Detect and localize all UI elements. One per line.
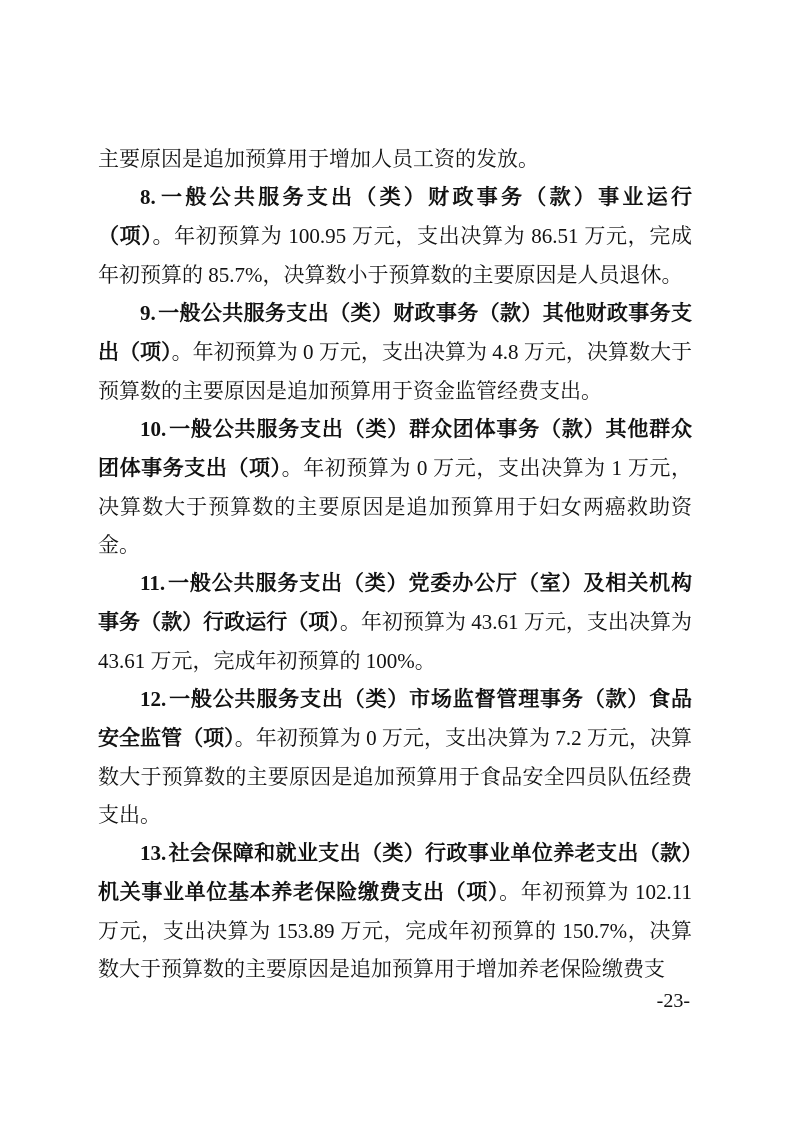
- document-body: [98, 140, 692, 988]
- paragraph-item-8: [98, 178, 692, 294]
- paragraph-item-9: [98, 294, 692, 410]
- paragraph-continuation: [98, 140, 692, 178]
- item-10-number: 10.: [140, 417, 167, 441]
- paragraph-item-11: [98, 564, 692, 680]
- item-13-body: 。年初预算为 102.11 万元，支出决算为 153.89 万元，完成年初预算的 150.7%，决算数大于预算数的主要原因是追加预算用于增加养老保险缴费支: [98, 880, 692, 981]
- item-9-heading: 一般公共服务支出（类）财政事务（款）其他财政事务支出（项）: [98, 302, 692, 364]
- item-12-body: 。年初预算为 0 万元，支出决算为 7.2 万元，决算数大于预算数的主要原因是追加预算用于食品安全四员队伍经费支出。: [98, 726, 693, 827]
- item-10-heading: 一般公共服务支出（类）群众团体事务（款）其他群众团体事务支出（项）: [98, 418, 692, 480]
- item-11-number: 11.: [140, 571, 166, 595]
- item-9-number: 9.: [140, 301, 156, 325]
- item-8-heading: 一般公共服务支出（类）财政事务（款）事业运行（项）: [98, 186, 692, 248]
- page-number: -23-: [656, 990, 690, 1012]
- item-12-heading: 一般公共服务支出（类）市场监督管理事务（款）食品安全监管（项）: [98, 688, 692, 750]
- item-8-body: 。年初预算为 100.95 万元，支出决算为 86.51 万元，完成年初预算的 85.7%，决算数小于预算数的主要原因是人员退休。: [98, 224, 693, 287]
- item-13-number: 13.: [140, 841, 167, 865]
- item-11-heading: 一般公共服务支出（类）党委办公厅（室）及相关机构事务（款）行政运行（项）: [98, 572, 692, 634]
- item-8-number: 8.: [140, 185, 156, 209]
- paragraph-item-12: [98, 680, 692, 834]
- paragraph-item-10: [98, 410, 692, 564]
- paragraph-item-13: [98, 834, 692, 988]
- item-13-heading: 社会保障和就业支出（类）行政事业单位养老支出（款）机关事业单位基本养老保险缴费支出（项）: [98, 842, 692, 904]
- item-10-body: 。年初预算为 0 万元，支出决算为 1 万元，决算数大于预算数的主要原因是追加预算用于妇女两癌救助资金。: [98, 456, 693, 557]
- item-11-body: 。年初预算为 43.61 万元，支出决算为 43.61 万元，完成年初预算的 100%。: [98, 610, 693, 673]
- item-12-number: 12.: [140, 687, 167, 711]
- paragraph-continuation-text: 主要原因是追加预算用于增加人员工资的发放。: [98, 147, 539, 171]
- item-9-body: 。年初预算为 0 万元，支出决算为 4.8 万元，决算数大于预算数的主要原因是追加预算用于资金监管经费支出。: [98, 340, 693, 403]
